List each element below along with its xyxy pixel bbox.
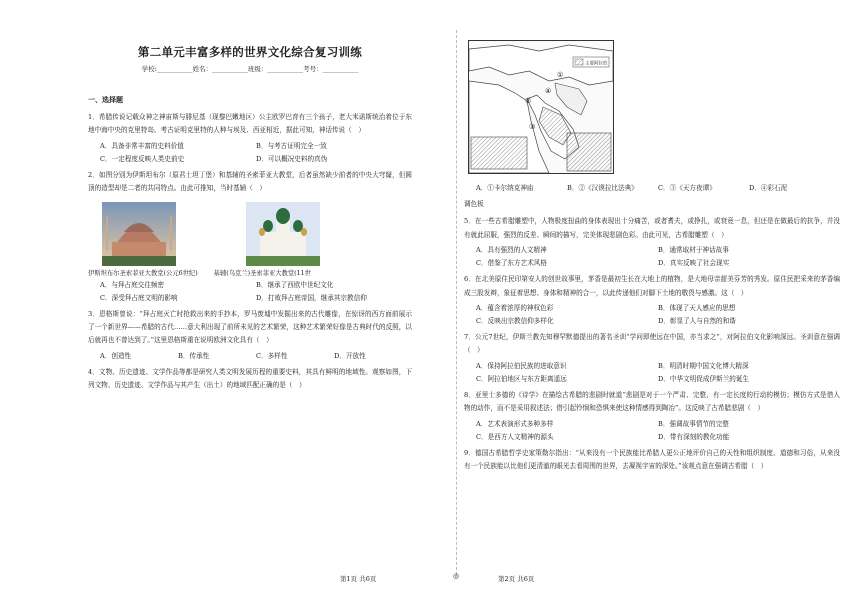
options bbox=[88, 279, 412, 305]
option-a: A．具备非常丰富的史料价值 bbox=[100, 141, 184, 150]
options bbox=[464, 418, 840, 444]
option-d: D．真实反映了社会现实 bbox=[658, 259, 730, 268]
options bbox=[464, 360, 840, 386]
exam-title: 第二单元丰富多样的世界文化综合复习训练 bbox=[137, 45, 363, 59]
map-marker-1: ① bbox=[557, 71, 564, 79]
question-1 bbox=[88, 111, 412, 166]
option-c: C．一定程度反映人类史前史 bbox=[100, 154, 185, 163]
option-a: A．与拜占庭交往频密 bbox=[100, 280, 165, 289]
option-a: A．①卡尔纳克神庙 bbox=[476, 184, 534, 192]
option-b: B．强调故事情节的完整 bbox=[658, 419, 729, 428]
question-stem: 2．如图分别为伊斯坦布尔（原君士坦丁堡）和基辅的圣索菲亚大教堂，后者虽然缺少前者的中央大穹窿，但圆顶的造型却是二者的共同特点。由此可推知，当时基辅（ ） bbox=[88, 170, 412, 193]
option-c: C．反映出宗教信仰多样化 bbox=[476, 317, 554, 326]
right-page bbox=[430, 0, 860, 608]
st-sophia-kyiv-photo bbox=[246, 202, 320, 266]
question-5 bbox=[464, 215, 840, 270]
option-c: C．多样性 bbox=[256, 351, 288, 360]
question-8 bbox=[464, 389, 840, 444]
option-a: A．具有强烈的人文精神 bbox=[476, 246, 547, 255]
option-b: B．继承了西欧中世纪文化 bbox=[256, 280, 334, 289]
options bbox=[464, 244, 840, 270]
student-info-line: 学校:___________姓名：___________班级：___________考号：___________ bbox=[141, 65, 359, 73]
option-a: A．保持阿拉伯民族的进取意识 bbox=[476, 361, 567, 370]
question-6 bbox=[464, 273, 840, 328]
option-b: B．通常取材于神话故事 bbox=[658, 246, 729, 255]
option-b: B．明清时期中国文化博大精深 bbox=[658, 361, 749, 370]
option-d: D．开放性 bbox=[334, 351, 366, 360]
binding-hole-icon: ◎ bbox=[453, 572, 460, 580]
question-stem: 1．希腊传说记载众神之神宙斯与腓尼基（现黎巴嫩地区）公主欧罗巴育有三个孩子，老大米诺斯统治着位于东地中海中央的克里特岛。考古证明克里特的人种与埃及、西亚相近，据此可知，神话传说（ ） bbox=[88, 113, 412, 135]
question-stem: 6．在北美原住民印第安人的创世故事里，茅香是最初生长在大地上的植物，是大地母亲甜美芬芳的秀发。原住民把采来的茅香编成三股发辫，象征着思想、身体和精神的合一，以此传递他们对脚下土地的敬畏与感激。这（ ） bbox=[464, 275, 840, 297]
option-c: C．③《天方夜谭》 bbox=[658, 184, 716, 192]
question-4 bbox=[88, 366, 412, 393]
option-d: D．④彩石泥 bbox=[749, 184, 788, 192]
option-c: C．是西方人文精神的源头 bbox=[476, 432, 554, 441]
photo-row bbox=[102, 202, 412, 266]
question-stem: 5．在一些古希腊雕塑中，人物极度扭曲的身体表现出十分痛苦，或者耆夫，或挣扎，或衰竟一息，但还是在做最后的抗争，并没有就此屈服，强烈的反差、瞬间的描写，完美体现悲剧色彩。由此可见，古希腊雕塑（ ） bbox=[464, 217, 840, 239]
photo-caption-2: 基辅(乌克兰)圣索菲亚大教堂(11世 bbox=[213, 269, 311, 277]
options bbox=[464, 302, 840, 328]
option-a: A．蕴含着浓厚的神权色彩 bbox=[476, 304, 554, 313]
question-stem: 3．恩格斯曾说：“拜占庭灭亡时抢救出来的手抄本，罗马废墟中发掘出来的古代雕像，在惊讶的西方面前展示了一个新世界——希腊的古代……意大利出现了前所未见的艺术繁荣，这种艺术繁荣好像是古典时代的反照，以后就再也不曾达到了。”这里恩格斯重在说明欧洲文化具有（ ） bbox=[88, 309, 412, 345]
option-d: D．打败拜占庭帝国，继承其宗教信仰 bbox=[256, 293, 367, 302]
option-d: D．彰显了人与自然的和谐 bbox=[658, 317, 736, 326]
options bbox=[88, 140, 412, 166]
option-d: D．中华文明促成伊斯兰的诞生 bbox=[658, 374, 750, 383]
map-marker-4: ④ bbox=[545, 87, 552, 95]
map-marker-3: ③ bbox=[529, 123, 536, 131]
option-b: B．②《汉谟拉比法典》 bbox=[567, 184, 638, 192]
ancient-civilizations-map bbox=[468, 40, 614, 174]
photo-caption-1: 伊斯坦布尔圣索菲亚大教堂(公元6世纪) bbox=[88, 269, 198, 277]
option-c: C．阿拉伯地区与东方距离遥远 bbox=[476, 374, 567, 383]
question-9 bbox=[464, 447, 840, 474]
page-number-left: 第1页 共6页 bbox=[340, 575, 377, 583]
option-c: C．深受拜占庭文明的影响 bbox=[100, 293, 178, 302]
option-b: B．体现了天人感应的思想 bbox=[658, 304, 736, 313]
q4-options bbox=[464, 182, 840, 195]
map-drawing bbox=[469, 41, 613, 173]
section-heading: 一、选择题 bbox=[88, 95, 123, 104]
photo-captions bbox=[88, 268, 412, 277]
question-stem: 4．文物、历史遗迹、文学作品等都是研究人类文明发展历程的重要史料，其具有鲜明的地域性。观察如图，下列文物、历史遗迹、文学作品与其产生（出土）的地域匹配正确的是（ ） bbox=[88, 367, 412, 390]
hagia-sophia-istanbul-photo bbox=[102, 202, 176, 266]
map-legend-label: 主要阿拉伯 bbox=[585, 61, 608, 67]
question-7 bbox=[464, 331, 840, 386]
options bbox=[88, 350, 412, 363]
question-2 bbox=[88, 169, 412, 305]
option-a: A．创造性 bbox=[100, 351, 132, 360]
option-d: D．可以概况史料的真伪 bbox=[256, 154, 328, 163]
option-a: A．艺术表演形式多种多样 bbox=[476, 419, 554, 428]
question-stem: 7．公元7世纪，伊斯兰教先知穆罕默德提出的著名圣训“学问即使远在中国，亦当求之”，对阿拉伯文化影响深远。圣训意在强调（ ） bbox=[464, 333, 840, 355]
page-number-right: 第2页 共6页 bbox=[498, 575, 535, 583]
option-b: B．与考古证明完全一致 bbox=[256, 141, 327, 150]
option-d: D．带有深刻的教化功能 bbox=[658, 432, 730, 441]
option-b: B．传承性 bbox=[178, 351, 210, 360]
q4-option-d-continuation: 调色板 bbox=[464, 200, 484, 208]
question-stem: 8．亚里士多德的《诗学》在描绘古希腊的悲剧时就道“悲剧是对于一个严肃、完整、有一定长度的行动的模仿；模仿方式是借人物的动作，而不是采用叙述法；借引起怜悯和恐惧来使这种情感得到陶冶”。这反映了古希腊悲剧（ ） bbox=[464, 390, 840, 413]
map-marker-2: ② bbox=[525, 97, 532, 105]
option-c: C．借鉴了东方艺术风格 bbox=[476, 259, 547, 268]
question-stem: 9．德国古希腊哲学史家策勒尔指出：“从来没有一个民族能比希腊人更公正地评价自己的天性和组织制度、道德和习俗，从来没有一个民族能以比他们更清澈的眼光去看周围的世界，去凝视宇宙的深处。”该观点意在强调古希腊（ ） bbox=[464, 448, 840, 471]
question-3 bbox=[88, 308, 412, 363]
